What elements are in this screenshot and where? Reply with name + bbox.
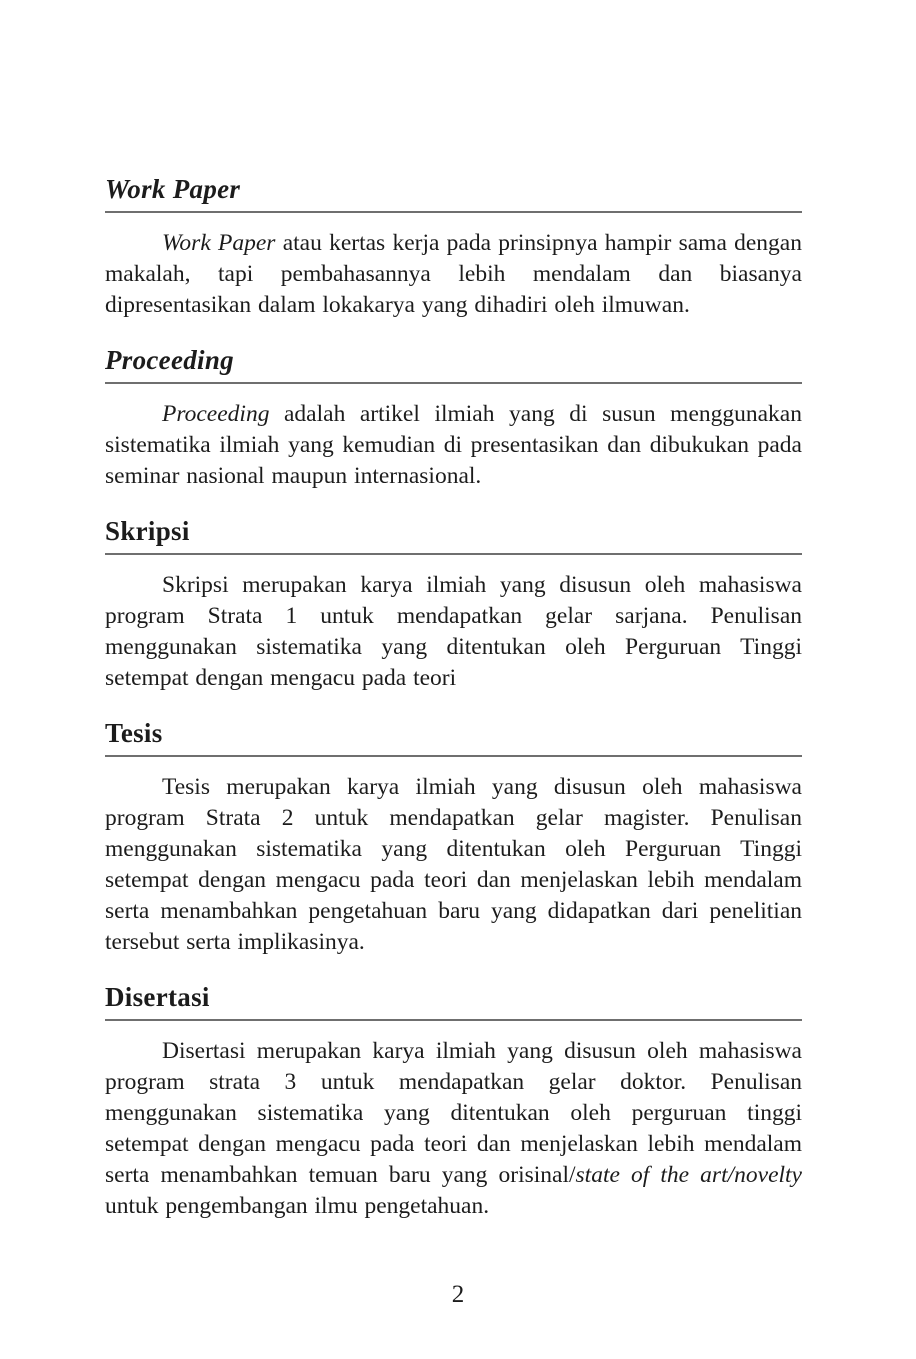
- section-heading-tesis: Tesis: [105, 719, 802, 757]
- document-content: [105, 175, 802, 1247]
- section-paragraph-work-paper: [105, 228, 802, 321]
- section-proceeding: [105, 346, 802, 492]
- section-heading-disertasi: Disertasi: [105, 983, 802, 1021]
- paragraph-run: Skripsi merupakan karya ilmiah yang disusun oleh mahasiswa program Strata 1 untuk mendapatkan gelar sarjana. Penulisan menggunakan sistematika yang ditentukan oleh Perguruan Tinggi setempat dengan mengacu pada teori: [105, 572, 802, 691]
- paragraph-run: Tesis merupakan karya ilmiah yang disusun oleh mahasiswa program Strata 2 untuk mendapatkan gelar magister. Penulisan menggunakan sistematika yang ditentukan oleh Perguruan Tinggi setempat dengan mengacu pada teori dan menjelaskan lebih mendalam serta menambahkan pengetahuan baru yang didapatkan dari penelitian tersebut serta implikasinya.: [105, 774, 802, 955]
- section-paragraph-skripsi: [105, 570, 802, 694]
- paragraph-run: untuk pengembangan ilmu pengetahuan.: [105, 1193, 490, 1219]
- paragraph-run: Disertasi merupakan karya ilmiah yang disusun oleh mahasiswa program strata 3 untuk mendapatkan gelar doktor. Penulisan menggunakan sistematika yang ditentukan oleh perguruan tinggi setempat dengan mengacu pada teori dan menjelaskan lebih mendalam serta menambahkan temuan baru yang orisinal/: [105, 1038, 802, 1188]
- paragraph-run: atau kertas kerja pada prinsipnya hampir sama dengan makalah, tapi pembahasannya lebih mendalam dan biasanya dipresentasikan dalam lokakarya yang dihadiri oleh ilmuwan.: [105, 230, 802, 318]
- section-paragraph-disertasi: [105, 1036, 802, 1222]
- section-work-paper: [105, 175, 802, 321]
- section-heading-proceeding: Proceeding: [105, 346, 802, 384]
- section-paragraph-tesis: [105, 772, 802, 958]
- section-skripsi: [105, 517, 802, 694]
- paragraph-run-italic: Proceeding: [162, 401, 270, 427]
- paragraph-run-italic: Work Paper: [162, 230, 276, 256]
- paragraph-run: adalah artikel ilmiah yang di susun menggunakan sistematika ilmiah yang kemudian di presentasikan dan dibukukan pada seminar nasional maupun internasional.: [105, 401, 802, 489]
- page-number: 2: [451, 1281, 465, 1308]
- paragraph-run-italic: state of the art/novelty: [575, 1162, 802, 1188]
- section-heading-skripsi: Skripsi: [105, 517, 802, 555]
- section-heading-work-paper: Work Paper: [105, 175, 802, 213]
- section-disertasi: [105, 983, 802, 1222]
- section-tesis: [105, 719, 802, 958]
- section-paragraph-proceeding: [105, 399, 802, 492]
